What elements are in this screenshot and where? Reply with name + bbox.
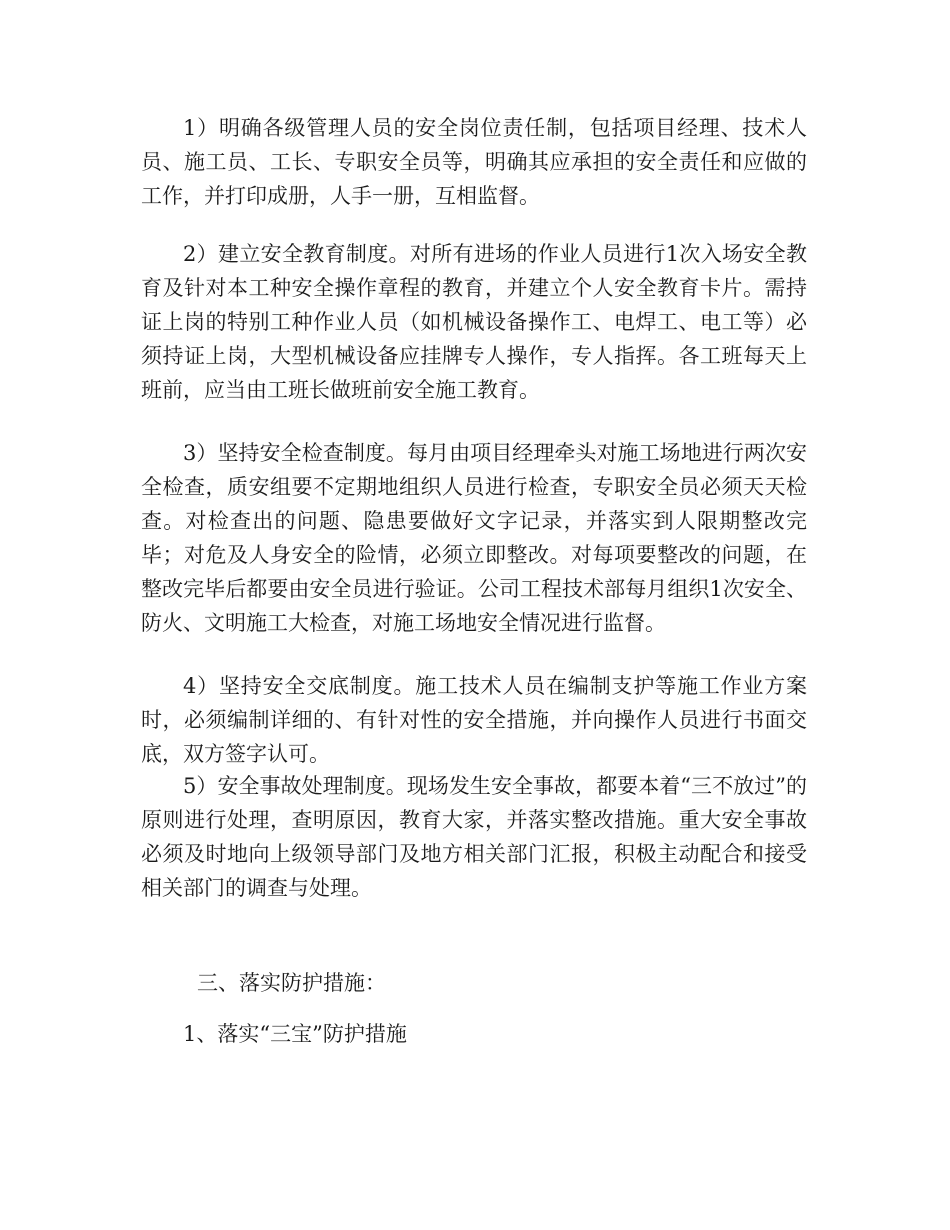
- paragraph-3: 3）坚持安全检查制度。每月由项目经理牵头对施工场地进行两次安全检查，质安组要不定期地组织人员进行检查，专职安全员必须天天检查。对检查出的问题、隐患要做好文字记录，并落实到人限期整改完毕；对危及人身安全的险情，必须立即整改。对每项要整改的问题，在整改完毕后都要由安全员进行验证。公司工程技术部每月组织1次安全、防火、文明施工大检查，对施工场地安全情况进行监督。: [141, 441, 807, 635]
- paragraph-1: 1）明确各级管理人员的安全岗位责任制，包括项目经理、技术人员、施工员、工长、专职安全员等，明确其应承担的安全责任和应做的工作，并打印成册，人手一册，互相监督。: [141, 116, 807, 208]
- paragraph-2: 2）建立安全教育制度。对所有进场的作业人员进行1次入场安全教育及针对本工种安全操作章程的教育，并建立个人安全教育卡片。需持证上岗的特别工种作业人员（如机械设备操作工、电焊工、电工等）必须持证上岗，大型机械设备应挂牌专人操作，专人指挥。各工班每天上班前，应当由工班长做班前安全施工教育。: [141, 242, 807, 402]
- subsection-heading: 1、落实“三宝”防护措施: [183, 1022, 407, 1046]
- paragraph-4: 4）坚持安全交底制度。施工技术人员在编制支护等施工作业方案时，必须编制详细的、有针对性的安全措施，并向操作人员进行书面交底，双方签字认可。: [141, 674, 807, 766]
- section-heading: 三、落实防护措施：: [197, 971, 386, 995]
- paragraph-5: 5）安全事故处理制度。现场发生安全事故，都要本着“三不放过”的原则进行处理，查明原因，教育大家，并落实整改措施。重大安全事故必须及时地向上级领导部门及地方相关部门汇报，积极主动配合和接受相关部门的调查与处理。: [141, 774, 807, 900]
